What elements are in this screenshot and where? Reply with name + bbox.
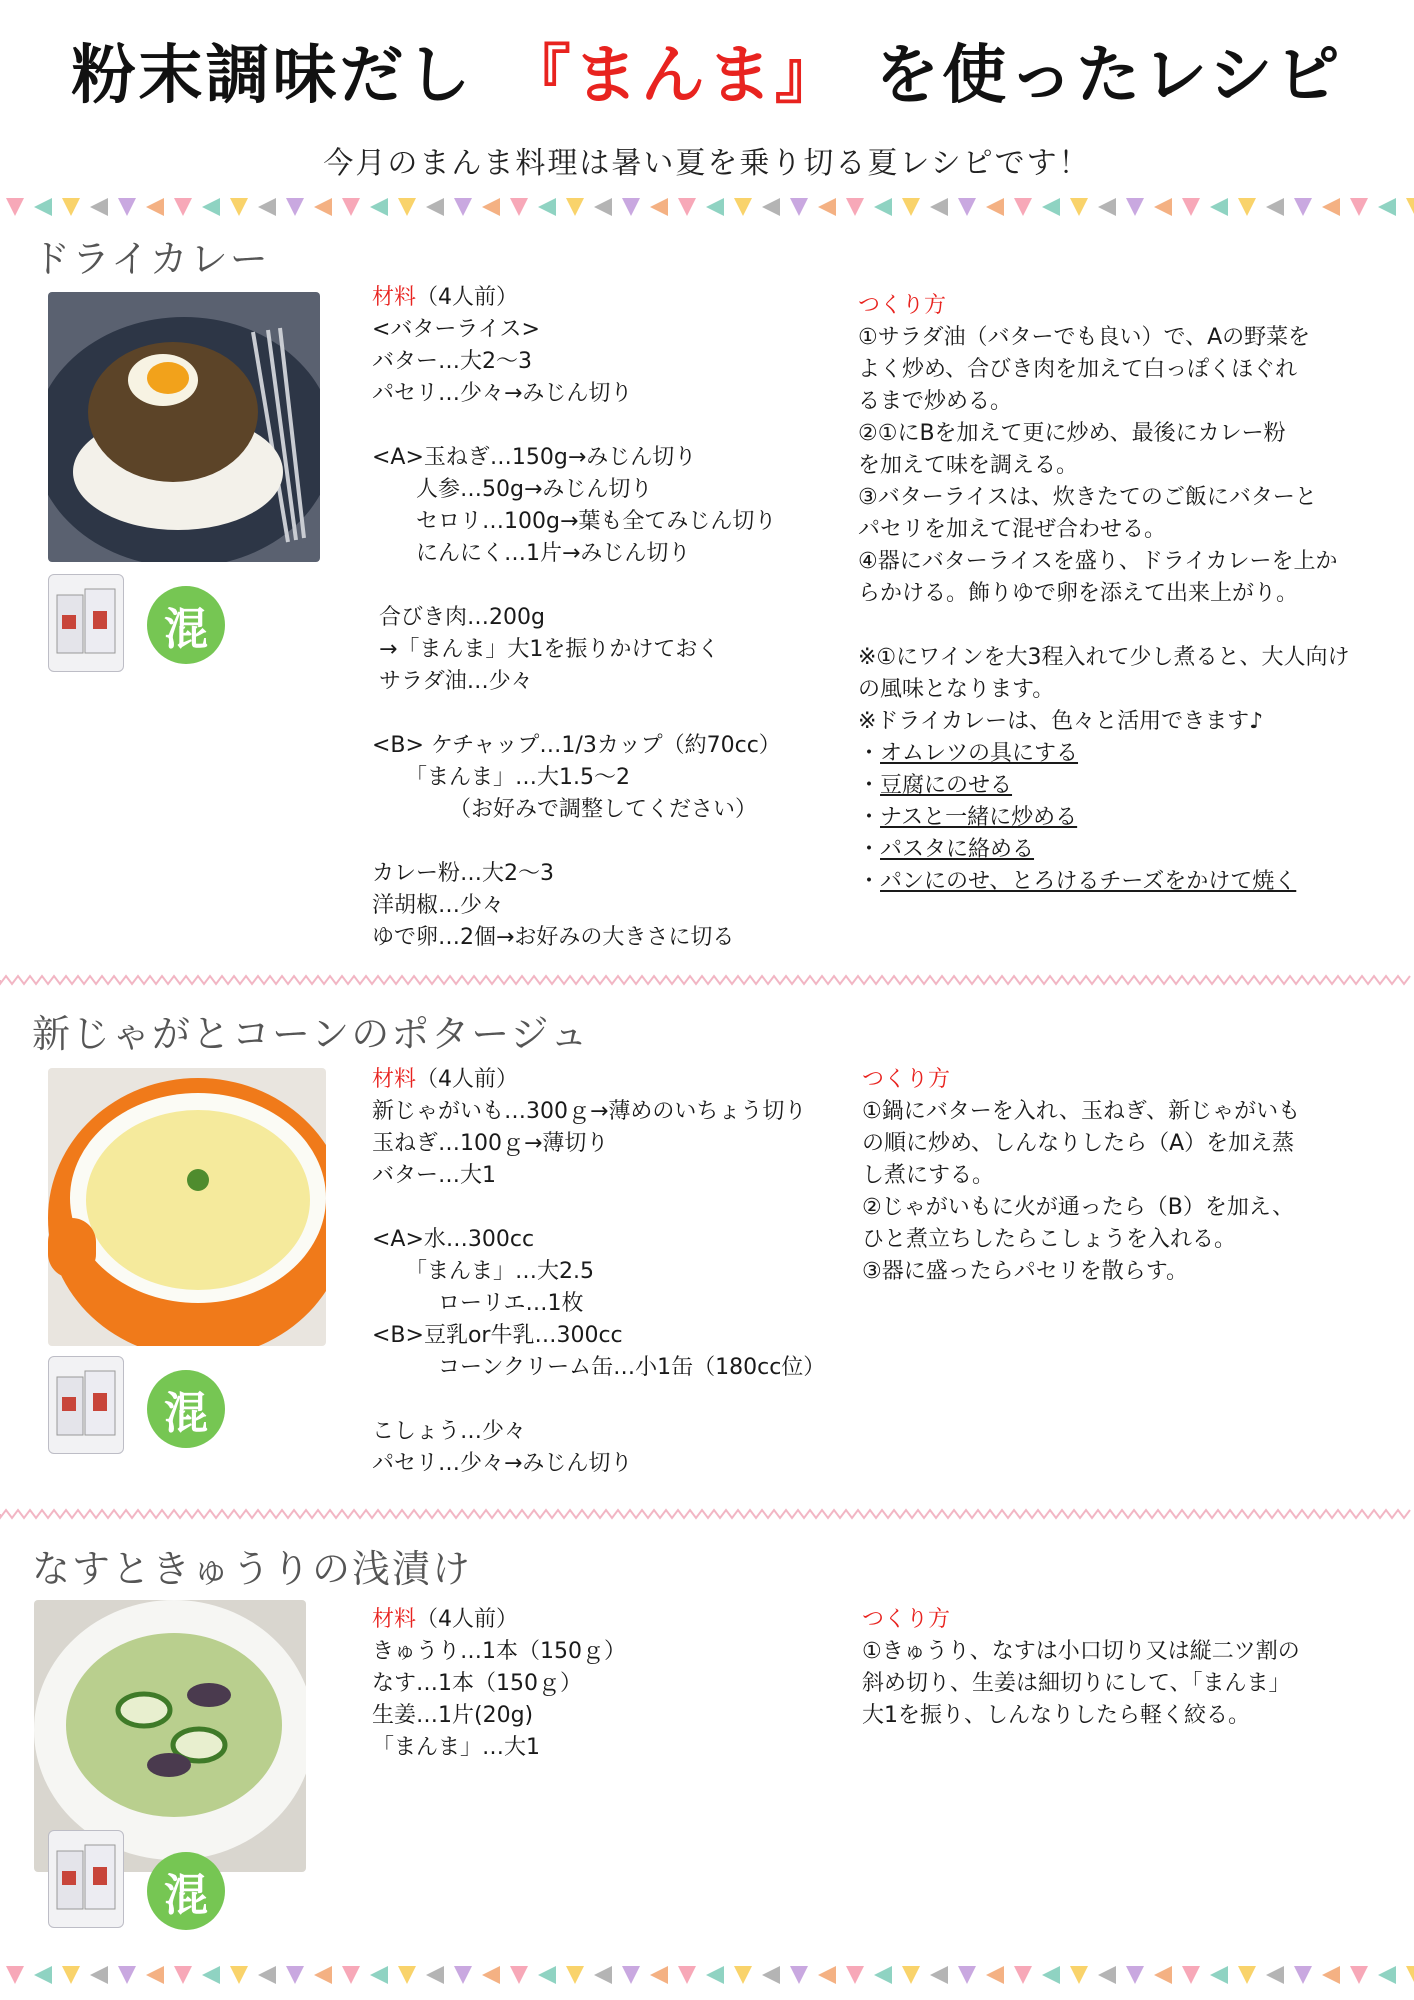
- step-line: ①鍋にバターを入れ、玉ねぎ、新じゃがいも: [862, 1099, 1301, 1124]
- title-pre: 粉末調味だし: [71, 39, 474, 113]
- bunting-flag: [6, 1966, 24, 1984]
- bunting-flag: [1238, 198, 1256, 216]
- bunting-flag: [426, 1966, 444, 1984]
- step-line: ※ドライカレーは、色々と活用できます♪: [858, 709, 1264, 734]
- bunting-flag: [146, 198, 164, 216]
- bunting-flag: [1294, 198, 1312, 216]
- bunting-flag: [174, 198, 192, 216]
- manma-package-icon: [48, 1356, 124, 1454]
- zigzag-line: [0, 976, 1410, 984]
- bunting-flag: [398, 1966, 416, 1984]
- bunting-flag: [1378, 198, 1396, 216]
- zigzag-divider-1: [0, 974, 1414, 986]
- recipe-title-potage: 新じゃがとコーンのポタージュ: [32, 1012, 590, 1056]
- bunting-flag: [482, 198, 500, 216]
- bunting-flag: [1210, 198, 1228, 216]
- bunting-flag: [34, 1966, 52, 1984]
- bunting-flag: [426, 198, 444, 216]
- ingredient-line: にんにく…1片→みじん切り: [372, 541, 691, 566]
- bunting-flag: [1406, 1966, 1414, 1984]
- ingredient-line: [372, 410, 781, 442]
- bunting-flag: [454, 198, 472, 216]
- bunting-flag: [762, 198, 780, 216]
- bunting-flag: [90, 1966, 108, 1984]
- bunting-flag: [1014, 198, 1032, 216]
- bunting-flag: [706, 198, 724, 216]
- ingredients-heading: 材料（4人前）: [372, 1607, 519, 1632]
- step-line: [858, 610, 1350, 642]
- step-line: よく炒め、合びき肉を加えて白っぽくほぐれ: [858, 357, 1298, 382]
- bunting-flag: [510, 1966, 528, 1984]
- bunting-flag: [314, 1966, 332, 1984]
- bunting-flag: [678, 198, 696, 216]
- manma-package-icon: [48, 1830, 124, 1928]
- ingredient-line: 人参…50g→みじん切り: [372, 477, 653, 502]
- bunting-flag: [622, 1966, 640, 1984]
- ingredient-line: [372, 1384, 825, 1416]
- bunting-flag: [874, 198, 892, 216]
- bunting-flag: [62, 198, 80, 216]
- bullet-icon: ・: [858, 741, 881, 766]
- bunting-flag: [1350, 1966, 1368, 1984]
- bunting-flag: [1154, 1966, 1172, 1984]
- bottom-bunting-divider: [0, 1962, 1414, 1988]
- ingredient-line: 「まんま」…大1.5～2: [372, 765, 630, 790]
- bunting-flag: [566, 198, 584, 216]
- bunting-flag: [342, 1966, 360, 1984]
- tip-link[interactable]: パンにのせ、とろけるチーズをかけて焼く: [880, 869, 1297, 894]
- bunting-flag: [1406, 198, 1414, 216]
- step-line: ②①にBを加えて更に炒め、最後にカレー粉: [858, 421, 1286, 446]
- step-line: ③器に盛ったらパセリを散らす。: [862, 1259, 1188, 1284]
- ingredients-dry-curry: [372, 282, 781, 954]
- ingredient-line: 合びき肉…200g: [372, 605, 545, 630]
- bunting-flag: [1098, 1966, 1116, 1984]
- bunting-flag: [314, 198, 332, 216]
- ingredient-line: 洋胡椒…少々: [372, 893, 505, 918]
- bunting-flag: [258, 198, 276, 216]
- ingredient-line: きゅうり…1本（150ｇ）: [372, 1639, 626, 1664]
- steps-heading: つくり方: [858, 293, 947, 318]
- recipe-title-asazuke: なすときゅうりの浅漬け: [32, 1547, 473, 1591]
- bunting-flag: [594, 1966, 612, 1984]
- bunting-flag: [1070, 198, 1088, 216]
- bunting-flag: [958, 198, 976, 216]
- ingredient-line: サラダ油…少々: [372, 669, 533, 694]
- tip-link[interactable]: ナスと一緒に炒める: [880, 805, 1078, 830]
- tip-item: [858, 738, 1350, 770]
- bunting-flag: [790, 1966, 808, 1984]
- bunting-flag: [174, 1966, 192, 1984]
- ingredient-line: カレー粉…大2～3: [372, 861, 554, 886]
- title-brand: 『まんま』: [506, 39, 842, 113]
- bunting-flag: [6, 198, 24, 216]
- page-title: [0, 40, 1414, 112]
- bunting-flag: [1126, 198, 1144, 216]
- recipe-title-dry-curry: ドライカレー: [32, 237, 270, 281]
- bunting-flag: [1014, 1966, 1032, 1984]
- bullet-icon: ・: [858, 773, 881, 798]
- bunting-flag: [258, 1966, 276, 1984]
- bunting-flag: [790, 198, 808, 216]
- tip-item: [858, 866, 1350, 898]
- ingredient-line: バター…大1: [372, 1163, 496, 1188]
- bunting-flag: [874, 1966, 892, 1984]
- bunting-flag: [986, 1966, 1004, 1984]
- bunting-flag: [538, 1966, 556, 1984]
- bunting-flag: [118, 198, 136, 216]
- tip-item: [858, 834, 1350, 866]
- bunting-flag: [342, 198, 360, 216]
- bunting-flag: [370, 198, 388, 216]
- step-line: らかける。飾りゆで卵を添えて出来上がり。: [858, 581, 1299, 606]
- bunting-flag: [286, 1966, 304, 1984]
- dry-curry-photo: [48, 292, 320, 562]
- ingredient-line: [372, 826, 781, 858]
- bunting-flag: [202, 1966, 220, 1984]
- bunting-flag: [1378, 1966, 1396, 1984]
- bunting-flag: [734, 1966, 752, 1984]
- bunting-flag: [510, 198, 528, 216]
- step-line: の順に炒め、しんなりしたら（A）を加え蒸: [862, 1131, 1295, 1156]
- bunting-flag: [1266, 1966, 1284, 1984]
- bunting-flag: [1238, 1966, 1256, 1984]
- step-line: ①サラダ油（バターでも良い）で、Aの野菜を: [858, 325, 1311, 350]
- step-line: パセリを加えて混ぜ合わせる。: [858, 517, 1167, 542]
- ingredient-line: なす…1本（150ｇ）: [372, 1671, 582, 1696]
- bunting-flag: [370, 1966, 388, 1984]
- step-line: ①きゅうり、なすは小口切り又は縦二ツ割の: [862, 1639, 1300, 1664]
- bunting-flag: [930, 198, 948, 216]
- steps-heading: つくり方: [862, 1067, 951, 1092]
- step-line: ②じゃがいもに火が通ったら（B）を加え、: [862, 1195, 1295, 1220]
- bunting-flag: [622, 198, 640, 216]
- ingredient-line: 新じゃがいも…300ｇ→薄めのいちょう切り: [372, 1099, 807, 1124]
- ingredient-line: こしょう…少々: [372, 1419, 527, 1444]
- mix-badge-icon: 混: [147, 1370, 225, 1448]
- step-line: の風味となります。: [858, 677, 1055, 702]
- ingredient-line: パセリ…少々→みじん切り: [372, 1451, 633, 1476]
- steps-heading: つくり方: [862, 1607, 951, 1632]
- bunting-flag: [706, 1966, 724, 1984]
- bunting-flag: [1042, 198, 1060, 216]
- bunting-flag: [146, 1966, 164, 1984]
- ingredients-heading: 材料（4人前）: [372, 285, 519, 310]
- ingredient-line: <A>玉ねぎ…150g→みじん切り: [372, 445, 697, 470]
- step-line: ひと煮立ちしたらこしょうを入れる。: [862, 1227, 1237, 1252]
- bunting-flag: [1350, 198, 1368, 216]
- bullet-icon: ・: [858, 805, 881, 830]
- bunting-flag: [286, 198, 304, 216]
- ingredients-asazuke: [372, 1604, 626, 1764]
- step-line: を加えて味を調える。: [858, 453, 1079, 478]
- bullet-icon: ・: [858, 869, 881, 894]
- page-subtitle: 今月のまんま料理は暑い夏を乗り切る夏レシピです！: [323, 146, 1091, 181]
- ingredient-line: <A>水…300cc: [372, 1227, 535, 1252]
- ingredients-heading: 材料（4人前）: [372, 1067, 519, 1092]
- bunting-flag: [230, 1966, 248, 1984]
- ingredient-line: [372, 1192, 825, 1224]
- ingredient-line: パセリ…少々→みじん切り: [372, 381, 633, 406]
- bunting-flag: [762, 1966, 780, 1984]
- bunting-flag: [594, 198, 612, 216]
- ingredient-line: <バターライス>: [372, 317, 540, 342]
- bunting-flag: [118, 1966, 136, 1984]
- bunting-flag: [846, 198, 864, 216]
- ingredient-line: コーンクリーム缶…小1缶（180cc位）: [372, 1355, 826, 1380]
- ingredient-line: [372, 570, 781, 602]
- manma-package-icon: [48, 574, 124, 672]
- bunting-flag: [650, 198, 668, 216]
- bunting-flag: [202, 198, 220, 216]
- mix-badge-icon: 混: [147, 1852, 225, 1930]
- mix-badge-icon: 混: [147, 586, 225, 664]
- step-line: るまで炒める。: [858, 389, 1013, 414]
- title-post: を使ったレシピ: [875, 39, 1343, 113]
- steps-asazuke: [862, 1604, 1300, 1732]
- bunting-flag: [1322, 198, 1340, 216]
- bunting-flag: [818, 1966, 836, 1984]
- step-line: 大1を振り、しんなりしたら軽く絞る。: [862, 1703, 1250, 1728]
- tip-link[interactable]: オムレツの具にする: [880, 741, 1079, 766]
- steps-potage: [862, 1064, 1300, 1288]
- bunting-flag: [454, 1966, 472, 1984]
- ingredient-line: 生姜…1片(20g): [372, 1703, 534, 1728]
- ingredient-line: <B>豆乳or牛乳…300cc: [372, 1323, 623, 1348]
- step-line: ※①にワインを大3程入れて少し煮ると、大人向け: [858, 645, 1350, 670]
- bunting-flag: [1042, 1966, 1060, 1984]
- bunting-flag: [62, 1966, 80, 1984]
- ingredient-line: （お好みで調整してください）: [372, 797, 758, 822]
- ingredient-line: 玉ねぎ…100ｇ→薄切り: [372, 1131, 609, 1156]
- ingredients-potage: [372, 1064, 825, 1480]
- bunting-flag: [482, 1966, 500, 1984]
- step-line: 斜め切り、生姜は細切りにして、「まんま」: [862, 1671, 1291, 1696]
- ingredient-line: ゆで卵…2個→お好みの大きさに切る: [372, 925, 735, 950]
- bunting-flag: [538, 198, 556, 216]
- tip-link[interactable]: 豆腐にのせる: [880, 773, 1013, 798]
- zigzag-line: [0, 1510, 1410, 1518]
- step-line: ③バターライスは、炊きたてのご飯にバターと: [858, 485, 1317, 510]
- bunting-flag: [650, 1966, 668, 1984]
- bunting-flag: [1070, 1966, 1088, 1984]
- bunting-flag: [818, 198, 836, 216]
- ingredient-line: バター…大2～3: [372, 349, 532, 374]
- bunting-flag: [678, 1966, 696, 1984]
- bunting-flag: [1182, 198, 1200, 216]
- bunting-flag: [398, 198, 416, 216]
- step-line: し煮にする。: [862, 1163, 995, 1188]
- bunting-flag: [902, 198, 920, 216]
- bunting-flag: [846, 1966, 864, 1984]
- bunting-flag: [230, 198, 248, 216]
- ingredient-line: 「まんま」…大1: [372, 1735, 540, 1760]
- zigzag-divider-2: [0, 1508, 1414, 1520]
- bunting-flag: [1210, 1966, 1228, 1984]
- bunting-flag: [1182, 1966, 1200, 1984]
- ingredient-line: [372, 698, 781, 730]
- ingredient-line: →「まんま」大1を振りかけておく: [372, 637, 720, 662]
- bullet-icon: ・: [858, 837, 881, 862]
- bunting-flag: [734, 198, 752, 216]
- bunting-flag: [1098, 198, 1116, 216]
- bunting-flag: [958, 1966, 976, 1984]
- bunting-flag: [34, 198, 52, 216]
- top-bunting-divider: [0, 194, 1414, 220]
- steps-dry-curry: [858, 290, 1350, 898]
- bunting-flag: [986, 198, 1004, 216]
- tip-item: [858, 770, 1350, 802]
- ingredient-line: セロリ…100g→葉も全てみじん切り: [372, 509, 777, 534]
- bunting-flag: [1294, 1966, 1312, 1984]
- bunting-flag: [1126, 1966, 1144, 1984]
- ingredient-line: <B> ケチャップ…1/3カップ（約70cc）: [372, 733, 781, 758]
- bunting-flag: [1154, 198, 1172, 216]
- bunting-flag: [930, 1966, 948, 1984]
- bunting-flag: [1266, 198, 1284, 216]
- bunting-flag: [566, 1966, 584, 1984]
- tip-item: [858, 802, 1350, 834]
- bunting-flag: [902, 1966, 920, 1984]
- step-line: ④器にバターライスを盛り、ドライカレーを上か: [858, 549, 1338, 574]
- potage-photo: [48, 1068, 326, 1346]
- bunting-flag: [90, 198, 108, 216]
- ingredient-line: ローリエ…1枚: [372, 1291, 584, 1316]
- tip-link[interactable]: パスタに絡める: [880, 837, 1035, 862]
- ingredient-line: 「まんま」…大2.5: [372, 1259, 594, 1284]
- bunting-flag: [1322, 1966, 1340, 1984]
